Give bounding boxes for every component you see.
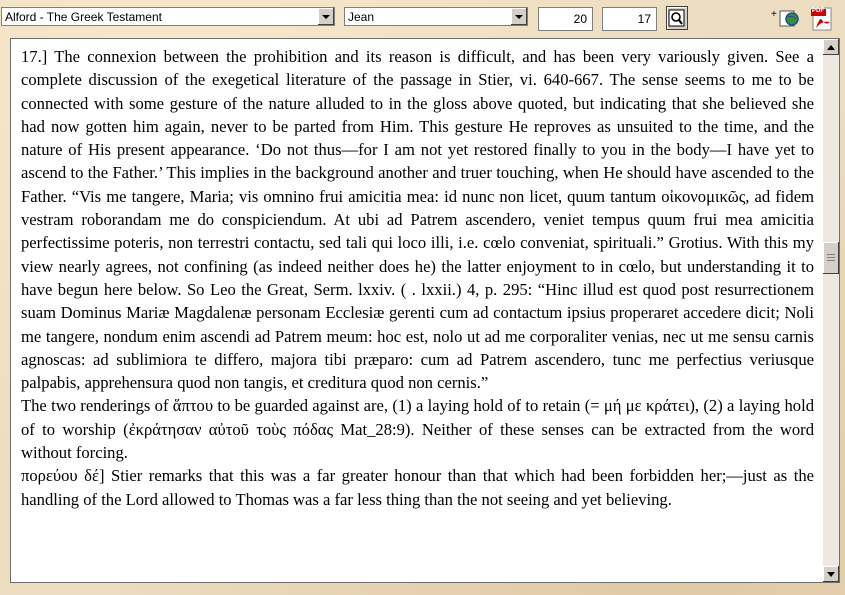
book-select-value: Alford - The Greek Testament	[5, 10, 162, 24]
chevron-down-icon[interactable]	[510, 8, 527, 25]
magnifier-icon	[667, 7, 687, 29]
commentary-text	[21, 45, 814, 511]
toolbar	[0, 0, 845, 34]
pdf-label: PDF	[812, 8, 824, 14]
chapter-input[interactable]: 20	[538, 7, 593, 31]
scroll-thumb[interactable]	[823, 242, 839, 274]
paragraph: The two renderings of ἅπτου to be guarded against are, (1) a laying hold of to retain (= μή με κράτει), (2) a laying hold of to worship (ἐκράτησαν αὐτοῦ τοὺς πόδας Mat_28:9). Neither of these senses can be extracted from the word without forcing.	[21, 396, 814, 463]
verse-input[interactable]: 17	[602, 7, 657, 31]
paragraph: πορεύου δέ] Stier remarks that this was a far greater honour than that which had been forbidden her;—just as the handling of the Lord allowed to Thomas was a far less thing than the not seeing and yet believing.	[21, 466, 814, 509]
scroll-down-button[interactable]	[823, 566, 839, 582]
commentary-pane[interactable]	[10, 38, 840, 583]
arrow-up-icon	[827, 45, 835, 50]
chapter-book-select[interactable]	[344, 7, 528, 26]
book-select[interactable]	[1, 7, 335, 26]
pdf-button[interactable]	[810, 6, 834, 32]
search-button[interactable]	[666, 6, 688, 30]
paragraph: 17.] The connexion between the prohibition and its reason is difficult, and has been very variously given. See a complete discussion of the exegetical literature of the passage in Stier, vi. 640-667. The sense seems to me to be connected with some gesture of the nature alluded to in the gloss above quoted, but indicating that she believed she had now gotten him again, never to be parted from Him. This gesture He reproves as unsuited to the time, and the nature of His present appearance. ‘Do not thus—for I am not yet restored finally to you in the body—I have yet to ascend to the Father.’ This implies in the background another and truer touching, when He should have ascended to the Father. “Vis me tangere, Maria; vis omnino frui amicitia mea: id nunc non licet, quum tantum οἰκονομικῶς, ad fidem vestram roborandam me do conspiciendum. At ubi ad Patrem ascendero, veniet tempus quum frui mea amicitia perfectissime poteris, non terrestri contactu, sed tali qui loco illi, i.e. cœlo conveniat, spirituali.” Grotius. With this my view nearly agrees, not confining (as indeed neither does he) the latter enjoyment to in cœlo, but understanding it to have begun here below. So Leo the Great, Serm. lxxiv. ( . lxxii.) 4, p. 295: “Hinc illud est quod post resurrectionem suam Dominus Mariæ Magdalenæ personam Ecclesiæ gerenti cum ad contactum ipsius properaret accedere dicit; Noli me tangere, nondum enim ascendi ad Patrem meum: hoc est, nolo ut ad me corporaliter venias, nec ut me sensu carnis agnoscas: ad sublimiora te differo, majora tibi præparo: cum ad Patrem ascendero, tunc me perfectius veriusque palpabis, apprehensura quod non tangis, et creditura quod non cernis.”	[21, 47, 814, 393]
chapter-book-select-value: Jean	[348, 10, 375, 24]
globe-button[interactable]	[778, 7, 800, 29]
plus-icon: +	[771, 9, 777, 20]
scroll-up-button[interactable]	[823, 39, 839, 55]
arrow-down-icon	[827, 572, 835, 577]
vertical-scrollbar[interactable]	[823, 39, 839, 582]
globe-icon	[778, 7, 800, 29]
chevron-down-icon[interactable]	[317, 8, 334, 25]
